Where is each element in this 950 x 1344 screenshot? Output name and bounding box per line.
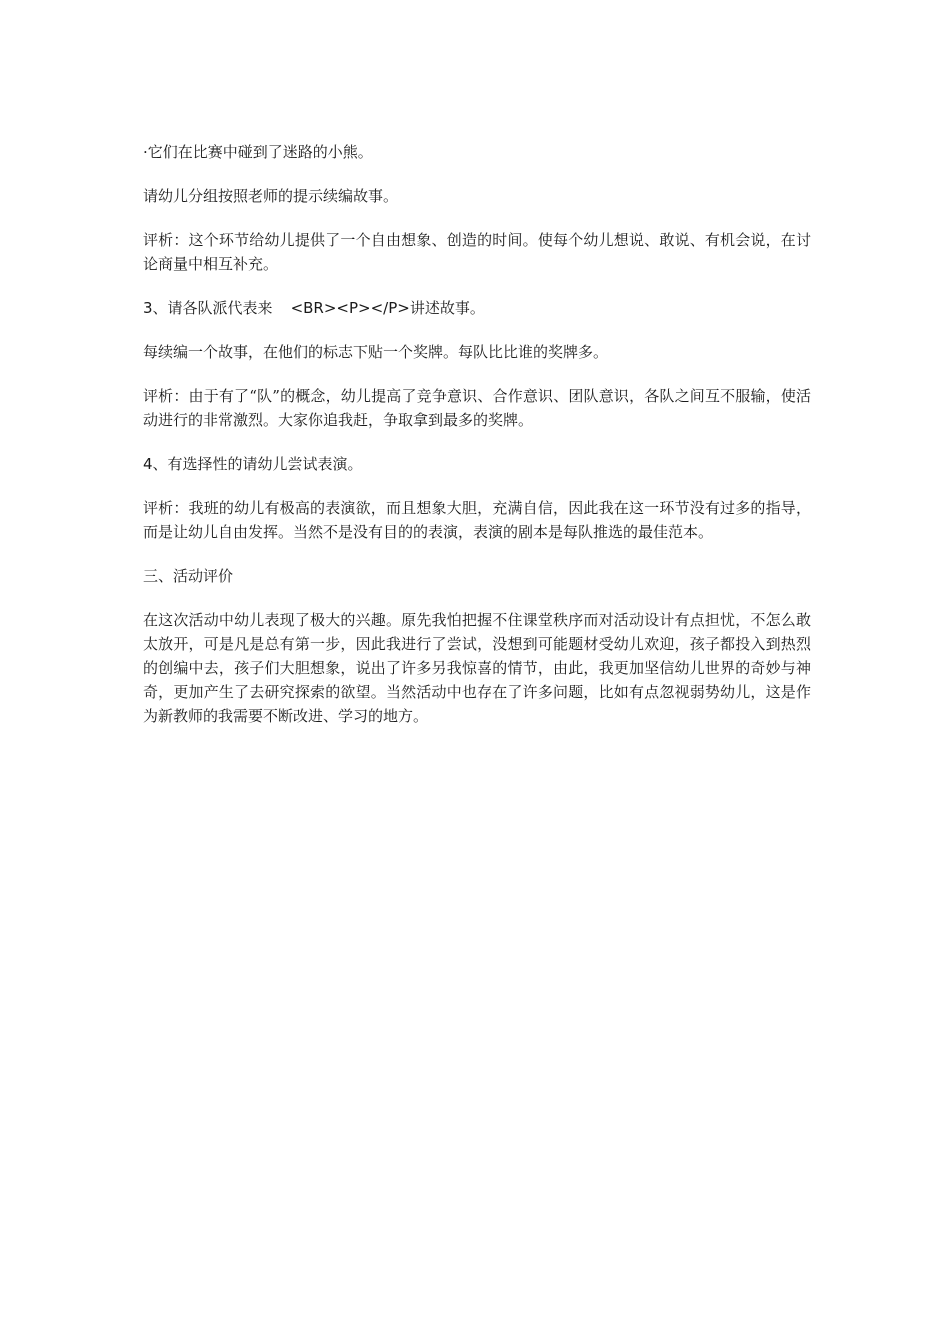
step-text: 、请各队派代表来 bbox=[152, 299, 273, 317]
paragraph-group-instruction: 请幼儿分组按照老师的提示续编故事。 bbox=[143, 187, 399, 205]
paragraph-medal: 每续编一个故事，在他们的标志下贴一个奖牌。每队比比谁的奖牌多。 bbox=[143, 343, 609, 361]
step-text: 、有选择性的请幼儿尝试表演。 bbox=[152, 455, 363, 473]
paragraph-analysis-2: 评析：由于有了“队”的概念，幼儿提高了竞争意识、合作意识、团队意识，各队之间互不服输，使活动进行的非常激烈。大家你追我赶，争取拿到最多的奖牌。 bbox=[143, 387, 811, 429]
step-number: 4 bbox=[143, 455, 153, 473]
paragraph-step-3 bbox=[143, 296, 811, 320]
document-page bbox=[143, 140, 811, 748]
paragraph-analysis-3: 评析：我班的幼儿有极高的表演欲，而且想象大胆，充满自信，因此我在这一环节没有过多的指导，而是让幼儿自由发挥。当然不是没有目的的表演，表演的剧本是每队推选的最佳范本。 bbox=[143, 499, 811, 541]
paragraph-analysis-1: 评析：这个环节给幼儿提供了一个自由想象、创造的时间。使每个幼儿想说、敢说、有机会说，在讨论商量中相互补充。 bbox=[143, 231, 811, 273]
step-tail: 讲述故事。 bbox=[409, 299, 485, 317]
section-heading-evaluation: 三、活动评价 bbox=[143, 567, 234, 585]
paragraph-evaluation: 在这次活动中幼儿表现了极大的兴趣。原先我怕把握不住课堂秩序而对活动设计有点担忧，不怎么敢太放开，可是凡是总有第一步，因此我进行了尝试，没想到可能题材受幼儿欢迎，孩子都投入到热烈的创编中去，孩子们大胆想象，说出了许多另我惊喜的情节，由此，我更加坚信幼儿世界的奇妙与神奇，更加产生了去研究探索的欲望。当然活动中也存在了许多问题，比如有点忽视弱势幼儿，这是作为新教师的我需要不断改进、学习的地方。 bbox=[143, 611, 811, 725]
stray-html-code: <BR><P></P> bbox=[290, 299, 410, 317]
step-number: 3 bbox=[143, 299, 153, 317]
paragraph-bear: ·它们在比赛中碰到了迷路的小熊。 bbox=[143, 143, 373, 161]
paragraph-step-4 bbox=[143, 452, 811, 476]
